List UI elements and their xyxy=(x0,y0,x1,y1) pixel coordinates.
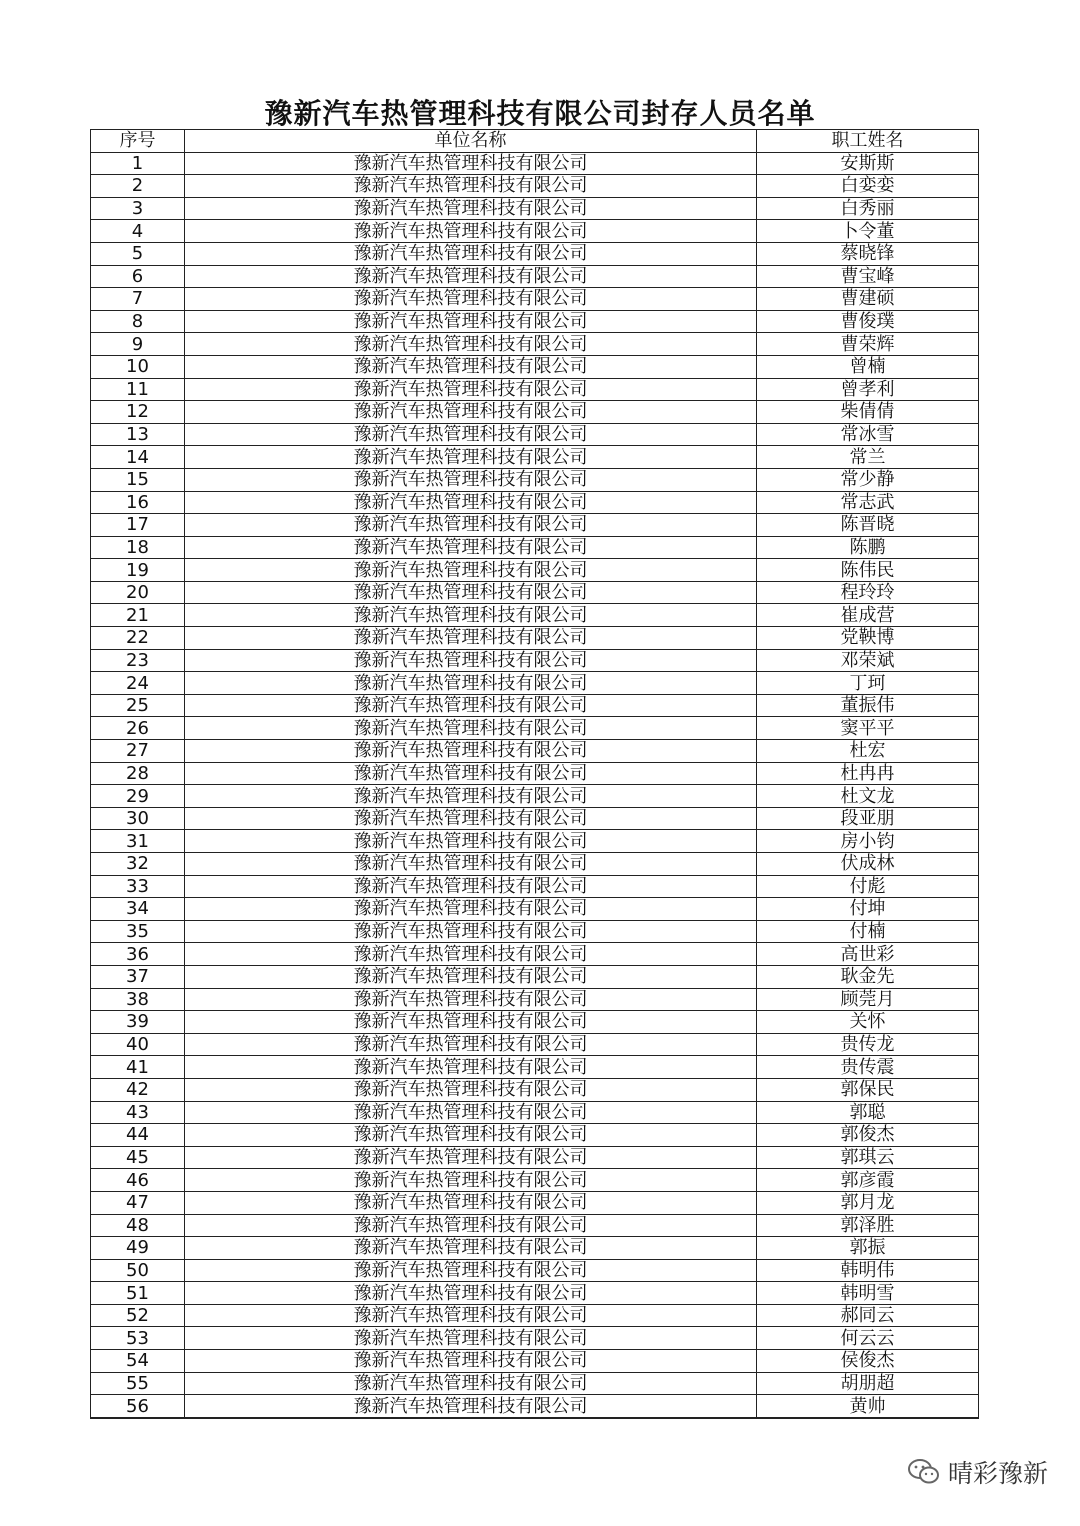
cell-employee-name: 安斯斯 xyxy=(757,152,979,175)
table-row xyxy=(91,197,979,220)
table-row xyxy=(91,1327,979,1350)
cell-index: 18 xyxy=(91,536,185,559)
cell-index: 4 xyxy=(91,220,185,243)
cell-index: 42 xyxy=(91,1078,185,1101)
cell-index: 14 xyxy=(91,446,185,469)
cell-unit-name: 豫新汽车热管理科技有限公司 xyxy=(185,242,757,265)
cell-unit-name: 豫新汽车热管理科技有限公司 xyxy=(185,1350,757,1373)
table-row xyxy=(91,265,979,288)
table-row xyxy=(91,762,979,785)
cell-unit-name: 豫新汽车热管理科技有限公司 xyxy=(185,1033,757,1056)
cell-employee-name: 郭保民 xyxy=(757,1078,979,1101)
cell-index: 24 xyxy=(91,672,185,695)
cell-employee-name: 曹俊璞 xyxy=(757,310,979,333)
cell-unit-name: 豫新汽车热管理科技有限公司 xyxy=(185,988,757,1011)
cell-unit-name: 豫新汽车热管理科技有限公司 xyxy=(185,740,757,763)
cell-employee-name: 韩明伟 xyxy=(757,1259,979,1282)
cell-unit-name: 豫新汽车热管理科技有限公司 xyxy=(185,536,757,559)
cell-index: 36 xyxy=(91,943,185,966)
table-row xyxy=(91,1056,979,1079)
cell-employee-name: 郭琪云 xyxy=(757,1146,979,1169)
cell-index: 48 xyxy=(91,1214,185,1237)
cell-index: 15 xyxy=(91,468,185,491)
cell-unit-name: 豫新汽车热管理科技有限公司 xyxy=(185,152,757,175)
cell-employee-name: 郭泽胜 xyxy=(757,1214,979,1237)
cell-employee-name: 杜宏 xyxy=(757,740,979,763)
cell-employee-name: 郭振 xyxy=(757,1237,979,1260)
cell-employee-name: 窦平平 xyxy=(757,717,979,740)
table-row xyxy=(91,220,979,243)
table-row xyxy=(91,1395,979,1418)
table-row xyxy=(91,965,979,988)
cell-employee-name: 杜文龙 xyxy=(757,785,979,808)
table-row xyxy=(91,1146,979,1169)
cell-index: 9 xyxy=(91,333,185,356)
table-row xyxy=(91,853,979,876)
cell-index: 27 xyxy=(91,740,185,763)
cell-index: 20 xyxy=(91,581,185,604)
cell-employee-name: 顾莞月 xyxy=(757,988,979,1011)
table-row xyxy=(91,649,979,672)
table-row xyxy=(91,1237,979,1260)
cell-unit-name: 豫新汽车热管理科技有限公司 xyxy=(185,1011,757,1034)
cell-index: 13 xyxy=(91,423,185,446)
cell-index: 1 xyxy=(91,152,185,175)
cell-unit-name: 豫新汽车热管理科技有限公司 xyxy=(185,1078,757,1101)
table-row xyxy=(91,604,979,627)
table-row xyxy=(91,333,979,356)
cell-unit-name: 豫新汽车热管理科技有限公司 xyxy=(185,220,757,243)
cell-employee-name: 付坤 xyxy=(757,898,979,921)
cell-index: 34 xyxy=(91,898,185,921)
table-row xyxy=(91,514,979,537)
cell-unit-name: 豫新汽车热管理科技有限公司 xyxy=(185,672,757,695)
table-row xyxy=(91,1078,979,1101)
cell-employee-name: 陈伟民 xyxy=(757,559,979,582)
cell-unit-name: 豫新汽车热管理科技有限公司 xyxy=(185,491,757,514)
cell-unit-name: 豫新汽车热管理科技有限公司 xyxy=(185,920,757,943)
table-row xyxy=(91,491,979,514)
cell-unit-name: 豫新汽车热管理科技有限公司 xyxy=(185,1282,757,1305)
table-row xyxy=(91,1282,979,1305)
cell-index: 21 xyxy=(91,604,185,627)
cell-unit-name: 豫新汽车热管理科技有限公司 xyxy=(185,627,757,650)
cell-employee-name: 郝同云 xyxy=(757,1304,979,1327)
table-row xyxy=(91,1101,979,1124)
cell-index: 41 xyxy=(91,1056,185,1079)
cell-index: 11 xyxy=(91,378,185,401)
cell-index: 12 xyxy=(91,401,185,424)
table-row xyxy=(91,1011,979,1034)
cell-unit-name: 豫新汽车热管理科技有限公司 xyxy=(185,355,757,378)
cell-index: 47 xyxy=(91,1191,185,1214)
cell-index: 44 xyxy=(91,1124,185,1147)
cell-unit-name: 豫新汽车热管理科技有限公司 xyxy=(185,581,757,604)
cell-index: 7 xyxy=(91,288,185,311)
cell-unit-name: 豫新汽车热管理科技有限公司 xyxy=(185,762,757,785)
table-row xyxy=(91,581,979,604)
cell-employee-name: 韩明雪 xyxy=(757,1282,979,1305)
table-row xyxy=(91,785,979,808)
cell-employee-name: 董振伟 xyxy=(757,694,979,717)
table-row xyxy=(91,536,979,559)
cell-index: 22 xyxy=(91,627,185,650)
cell-employee-name: 段亚朋 xyxy=(757,807,979,830)
cell-unit-name: 豫新汽车热管理科技有限公司 xyxy=(185,1146,757,1169)
cell-employee-name: 郭彦霞 xyxy=(757,1169,979,1192)
cell-unit-name: 豫新汽车热管理科技有限公司 xyxy=(185,310,757,333)
cell-index: 55 xyxy=(91,1372,185,1395)
cell-employee-name: 党鞅博 xyxy=(757,627,979,650)
cell-employee-name: 胡朋超 xyxy=(757,1372,979,1395)
cell-employee-name: 贵传龙 xyxy=(757,1033,979,1056)
cell-employee-name: 郭月龙 xyxy=(757,1191,979,1214)
cell-employee-name: 曹宝峰 xyxy=(757,265,979,288)
cell-employee-name: 曹荣辉 xyxy=(757,333,979,356)
cell-unit-name: 豫新汽车热管理科技有限公司 xyxy=(185,197,757,220)
cell-index: 19 xyxy=(91,559,185,582)
cell-employee-name: 卜令董 xyxy=(757,220,979,243)
cell-employee-name: 郭俊杰 xyxy=(757,1124,979,1147)
table-row xyxy=(91,807,979,830)
table-row xyxy=(91,1124,979,1147)
cell-index: 40 xyxy=(91,1033,185,1056)
cell-employee-name: 房小钧 xyxy=(757,830,979,853)
cell-index: 33 xyxy=(91,875,185,898)
header-unit-name: 单位名称 xyxy=(185,130,757,153)
cell-employee-name: 丁珂 xyxy=(757,672,979,695)
cell-unit-name: 豫新汽车热管理科技有限公司 xyxy=(185,1372,757,1395)
cell-index: 25 xyxy=(91,694,185,717)
cell-index: 10 xyxy=(91,355,185,378)
table-row xyxy=(91,988,979,1011)
cell-unit-name: 豫新汽车热管理科技有限公司 xyxy=(185,965,757,988)
cell-employee-name: 耿金先 xyxy=(757,965,979,988)
cell-index: 28 xyxy=(91,762,185,785)
cell-index: 16 xyxy=(91,491,185,514)
table-row xyxy=(91,401,979,424)
cell-employee-name: 邓荣斌 xyxy=(757,649,979,672)
cell-unit-name: 豫新汽车热管理科技有限公司 xyxy=(185,468,757,491)
cell-index: 31 xyxy=(91,830,185,853)
watermark-text: 晴彩豫新 xyxy=(947,1459,1048,1488)
table-row xyxy=(91,694,979,717)
table-row xyxy=(91,446,979,469)
cell-employee-name: 曾孝利 xyxy=(757,378,979,401)
table-row xyxy=(91,830,979,853)
cell-unit-name: 豫新汽车热管理科技有限公司 xyxy=(185,1259,757,1282)
cell-index: 26 xyxy=(91,717,185,740)
cell-unit-name: 豫新汽车热管理科技有限公司 xyxy=(185,1395,757,1418)
cell-employee-name: 白娈娈 xyxy=(757,175,979,198)
cell-index: 49 xyxy=(91,1237,185,1260)
cell-index: 23 xyxy=(91,649,185,672)
cell-employee-name: 贵传震 xyxy=(757,1056,979,1079)
table-row xyxy=(91,355,979,378)
table-row xyxy=(91,627,979,650)
cell-index: 38 xyxy=(91,988,185,1011)
cell-unit-name: 豫新汽车热管理科技有限公司 xyxy=(185,649,757,672)
cell-index: 5 xyxy=(91,242,185,265)
cell-employee-name: 伏成林 xyxy=(757,853,979,876)
cell-unit-name: 豫新汽车热管理科技有限公司 xyxy=(185,288,757,311)
cell-unit-name: 豫新汽车热管理科技有限公司 xyxy=(185,717,757,740)
cell-unit-name: 豫新汽车热管理科技有限公司 xyxy=(185,333,757,356)
cell-employee-name: 付彪 xyxy=(757,875,979,898)
table-row xyxy=(91,378,979,401)
table-row xyxy=(91,920,979,943)
table-row xyxy=(91,242,979,265)
cell-index: 51 xyxy=(91,1282,185,1305)
cell-employee-name: 何云云 xyxy=(757,1327,979,1350)
cell-employee-name: 杜冉冉 xyxy=(757,762,979,785)
cell-employee-name: 蔡晓锋 xyxy=(757,242,979,265)
cell-unit-name: 豫新汽车热管理科技有限公司 xyxy=(185,1124,757,1147)
cell-unit-name: 豫新汽车热管理科技有限公司 xyxy=(185,1056,757,1079)
header-employee-name: 职工姓名 xyxy=(757,130,979,153)
table-body xyxy=(91,152,979,1418)
cell-index: 17 xyxy=(91,514,185,537)
cell-index: 35 xyxy=(91,920,185,943)
cell-unit-name: 豫新汽车热管理科技有限公司 xyxy=(185,378,757,401)
table-row xyxy=(91,1350,979,1373)
cell-index: 45 xyxy=(91,1146,185,1169)
cell-employee-name: 曾楠 xyxy=(757,355,979,378)
cell-employee-name: 关怀 xyxy=(757,1011,979,1034)
cell-unit-name: 豫新汽车热管理科技有限公司 xyxy=(185,1101,757,1124)
cell-unit-name: 豫新汽车热管理科技有限公司 xyxy=(185,1191,757,1214)
cell-employee-name: 黄帅 xyxy=(757,1395,979,1418)
table-row xyxy=(91,468,979,491)
cell-employee-name: 侯俊杰 xyxy=(757,1350,979,1373)
cell-employee-name: 陈鹏 xyxy=(757,536,979,559)
table-row xyxy=(91,1259,979,1282)
cell-unit-name: 豫新汽车热管理科技有限公司 xyxy=(185,694,757,717)
cell-index: 3 xyxy=(91,197,185,220)
cell-employee-name: 高世彩 xyxy=(757,943,979,966)
table-row xyxy=(91,310,979,333)
table-row xyxy=(91,152,979,175)
cell-employee-name: 常兰 xyxy=(757,446,979,469)
cell-unit-name: 豫新汽车热管理科技有限公司 xyxy=(185,401,757,424)
table-row xyxy=(91,717,979,740)
cell-unit-name: 豫新汽车热管理科技有限公司 xyxy=(185,1169,757,1192)
cell-unit-name: 豫新汽车热管理科技有限公司 xyxy=(185,807,757,830)
table-row xyxy=(91,875,979,898)
cell-employee-name: 常冰雪 xyxy=(757,423,979,446)
cell-unit-name: 豫新汽车热管理科技有限公司 xyxy=(185,446,757,469)
cell-unit-name: 豫新汽车热管理科技有限公司 xyxy=(185,830,757,853)
cell-employee-name: 柴倩倩 xyxy=(757,401,979,424)
cell-index: 30 xyxy=(91,807,185,830)
cell-index: 32 xyxy=(91,853,185,876)
cell-index: 53 xyxy=(91,1327,185,1350)
watermark xyxy=(908,1452,1048,1492)
cell-index: 52 xyxy=(91,1304,185,1327)
cell-index: 46 xyxy=(91,1169,185,1192)
cell-employee-name: 曹建硕 xyxy=(757,288,979,311)
cell-index: 56 xyxy=(91,1395,185,1418)
cell-index: 50 xyxy=(91,1259,185,1282)
table-row xyxy=(91,740,979,763)
cell-unit-name: 豫新汽车热管理科技有限公司 xyxy=(185,875,757,898)
cell-employee-name: 陈晋晓 xyxy=(757,514,979,537)
cell-unit-name: 豫新汽车热管理科技有限公司 xyxy=(185,785,757,808)
cell-unit-name: 豫新汽车热管理科技有限公司 xyxy=(185,1327,757,1350)
table-row xyxy=(91,559,979,582)
document-title: 豫新汽车热管理科技有限公司封存人员名单 xyxy=(264,97,816,130)
cell-unit-name: 豫新汽车热管理科技有限公司 xyxy=(185,898,757,921)
wechat-icon xyxy=(908,1458,940,1486)
cell-unit-name: 豫新汽车热管理科技有限公司 xyxy=(185,1214,757,1237)
cell-unit-name: 豫新汽车热管理科技有限公司 xyxy=(185,423,757,446)
cell-index: 37 xyxy=(91,965,185,988)
cell-index: 54 xyxy=(91,1350,185,1373)
cell-unit-name: 豫新汽车热管理科技有限公司 xyxy=(185,514,757,537)
cell-index: 39 xyxy=(91,1011,185,1034)
table-row xyxy=(91,1191,979,1214)
table-row xyxy=(91,1169,979,1192)
cell-employee-name: 程玲玲 xyxy=(757,581,979,604)
cell-unit-name: 豫新汽车热管理科技有限公司 xyxy=(185,604,757,627)
cell-index: 29 xyxy=(91,785,185,808)
cell-unit-name: 豫新汽车热管理科技有限公司 xyxy=(185,265,757,288)
cell-employee-name: 白秀丽 xyxy=(757,197,979,220)
table-row xyxy=(91,423,979,446)
header-index: 序号 xyxy=(91,130,185,153)
table-row xyxy=(91,175,979,198)
cell-employee-name: 郭聪 xyxy=(757,1101,979,1124)
cell-index: 8 xyxy=(91,310,185,333)
table-row xyxy=(91,1372,979,1395)
table-header-row xyxy=(91,130,979,153)
table-row xyxy=(91,898,979,921)
cell-employee-name: 常少静 xyxy=(757,468,979,491)
cell-unit-name: 豫新汽车热管理科技有限公司 xyxy=(185,1304,757,1327)
cell-index: 6 xyxy=(91,265,185,288)
table-row xyxy=(91,1214,979,1237)
cell-unit-name: 豫新汽车热管理科技有限公司 xyxy=(185,1237,757,1260)
cell-unit-name: 豫新汽车热管理科技有限公司 xyxy=(185,175,757,198)
table-row xyxy=(91,1304,979,1327)
roster-table xyxy=(90,129,979,1419)
cell-index: 2 xyxy=(91,175,185,198)
table-row xyxy=(91,672,979,695)
cell-unit-name: 豫新汽车热管理科技有限公司 xyxy=(185,853,757,876)
cell-employee-name: 付楠 xyxy=(757,920,979,943)
cell-employee-name: 常志武 xyxy=(757,491,979,514)
cell-index: 43 xyxy=(91,1101,185,1124)
table-row xyxy=(91,1033,979,1056)
cell-unit-name: 豫新汽车热管理科技有限公司 xyxy=(185,559,757,582)
table-row xyxy=(91,288,979,311)
table-row xyxy=(91,943,979,966)
cell-employee-name: 崔成营 xyxy=(757,604,979,627)
cell-unit-name: 豫新汽车热管理科技有限公司 xyxy=(185,943,757,966)
